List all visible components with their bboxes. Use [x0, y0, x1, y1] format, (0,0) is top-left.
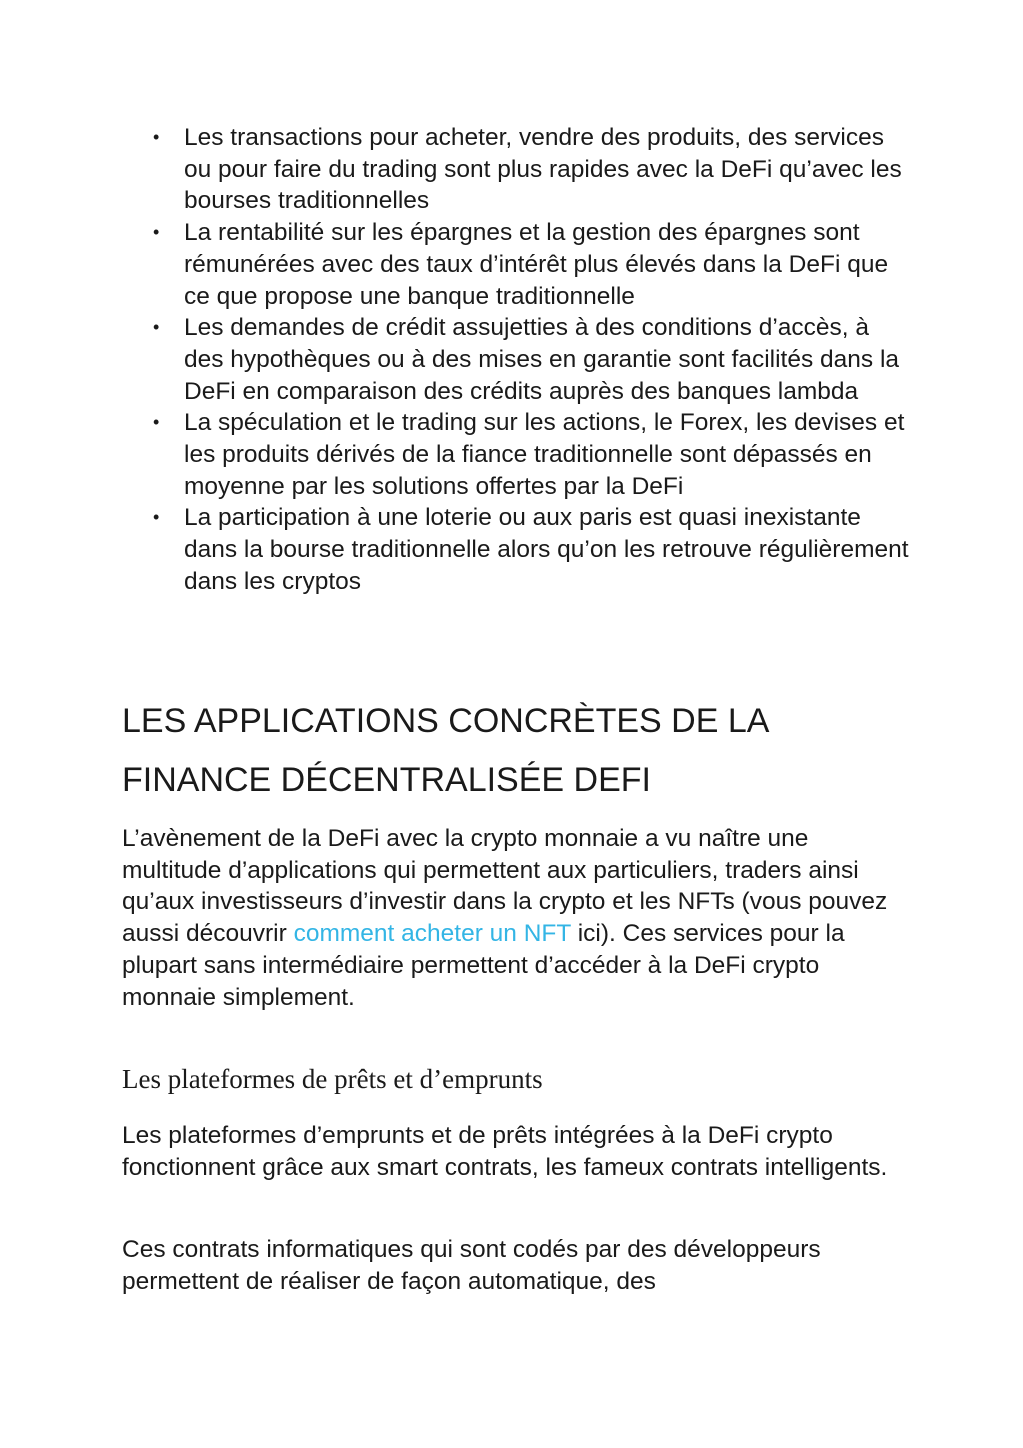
list-item: [140, 217, 910, 312]
subsection-heading: Les plateformes de prêts et d’emprunts: [122, 1064, 543, 1094]
intro-paragraph: [122, 823, 912, 1013]
section-heading: LES APPLICATIONS CONCRÈTES DE LA FINANCE DÉCENTRALISÉE DEFI: [122, 702, 768, 799]
list-item-text: La spéculation et le trading sur les actions, le Forex, les devises et les produits dérivés de la fiance traditionnelle sont dépassés en moyenne par les solutions offertes par la DeFi: [184, 409, 905, 500]
intro-text-end: ici). Ces services pour la plupart sans intermédiaire permettent d’accéder à la DeFi crypto monnaie simplement.: [122, 920, 845, 1011]
list-item-text: La participation à une loterie ou aux paris est quasi inexistante dans la bourse traditionnelle alors qu’on les retrouve régulièrement dans les cryptos: [184, 504, 909, 595]
body-paragraph: Les plateformes d’emprunts et de prêts intégrées à la DeFi crypto fonctionnent grâce aux smart contrats, les fameux contrats intelligents.: [122, 1122, 888, 1181]
list-item-text: Les demandes de crédit assujetties à des conditions d’accès, à des hypothèques ou à des mises en garantie sont facilités dans la DeFi en comparaison des crédits auprès des banques lambda: [184, 314, 900, 405]
list-item: [140, 407, 910, 502]
bullet-marker: •: [153, 127, 160, 147]
bullet-marker: •: [153, 412, 160, 433]
list-item-text: La rentabilité sur les épargnes et la gestion des épargnes sont rémunérées avec des taux d’intérêt plus élevés dans la DeFi que ce que propose une banque traditionnelle: [184, 219, 889, 310]
list-item-text: Les transactions pour acheter, vendre des produits, des services ou pour faire du trading sont plus rapides avec la DeFi qu’avec les bourses traditionnelles: [184, 124, 902, 215]
intro-text-start: L’avènement de la DeFi avec la crypto monnaie a vu naître une multitude d’applications qui permettent aux particuliers, traders ainsi qu’aux investisseurs d’investir dans la crypto et les NFTs (vous pouvez aussi découvrir: [122, 825, 888, 948]
list-item: [140, 502, 910, 597]
bullet-marker: •: [153, 317, 160, 338]
bullet-marker: •: [153, 507, 160, 528]
body-paragraph: Ces contrats informatiques qui sont codés par des développeurs permettent de réaliser de façon automatique, des: [122, 1236, 821, 1295]
list-item: [140, 122, 910, 217]
advantages-list: [140, 122, 910, 598]
list-item: [140, 312, 910, 407]
bullet-marker: •: [153, 222, 160, 243]
nft-guide-link[interactable]: comment acheter un NFT: [293, 920, 571, 948]
